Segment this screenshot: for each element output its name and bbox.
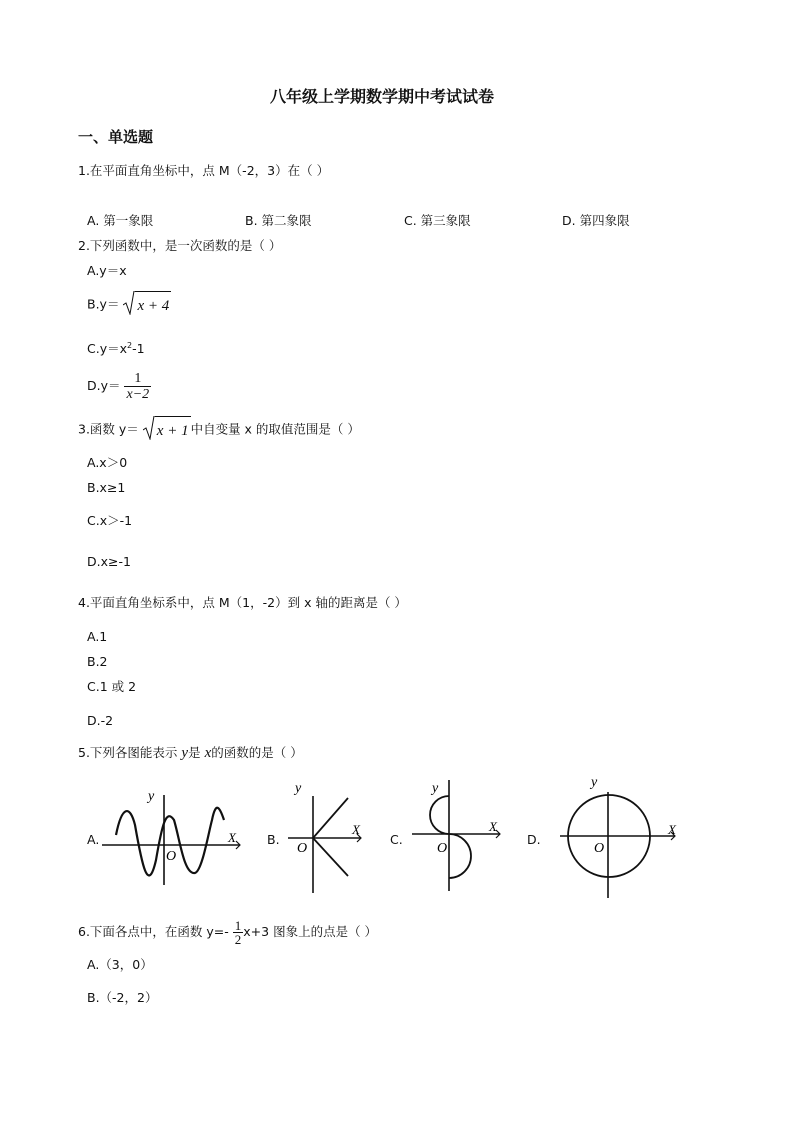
page-title: 八年级上学期数学期中考试试卷: [270, 87, 495, 106]
question-4-option-d: D.-2: [87, 713, 114, 728]
question-6-option-a: A.（3，0）: [87, 957, 153, 972]
question-5-stem-suffix: 的函数的是（ ）: [211, 745, 303, 760]
graph-a-sine-wave: [100, 780, 250, 890]
question-5-stem: [78, 745, 303, 761]
section-heading: 一、单选题: [78, 128, 154, 146]
question-2-option-a: A.y＝x: [87, 263, 127, 278]
graph-a-label: A.: [87, 832, 100, 847]
graph-b-v-shape: [285, 776, 370, 896]
graph-d-y-label: y: [591, 775, 598, 790]
fraction: [124, 371, 151, 402]
graph-c-x-label: X: [489, 819, 497, 834]
question-1-option-a: A. 第一象限: [87, 213, 154, 228]
graph-a-origin-label: O: [166, 849, 177, 864]
fraction-denominator: 2: [234, 932, 242, 947]
question-6-stem: [78, 917, 377, 947]
question-4-option-c: C.1 或 2: [87, 679, 137, 694]
radical-sign-icon: [143, 416, 155, 440]
variable-y: y: [181, 745, 189, 761]
question-1-option-d: D. 第四象限: [562, 213, 630, 228]
upper-left-semicircle: [430, 796, 449, 834]
fraction-numerator: 1: [134, 371, 142, 386]
sine-curve: [116, 808, 224, 876]
graph-b-x-label: X: [352, 822, 360, 837]
fraction: [233, 919, 244, 946]
lower-ray: [313, 838, 348, 876]
radical-sign-icon: [123, 291, 135, 315]
fraction-numerator: 1: [234, 918, 242, 933]
sqrt-expression: [143, 416, 191, 444]
question-3-radicand: x + 1: [155, 416, 191, 444]
question-2-option-c-prefix: C.y＝x: [87, 341, 127, 357]
question-3-option-b: B.x≥1: [87, 480, 126, 495]
variable-x: x: [204, 745, 212, 761]
question-1-option-c: C. 第三象限: [404, 213, 471, 228]
question-4-stem: 4.平面直角坐标系中，点 M（1，-2）到 x 轴的距离是（ ）: [78, 595, 407, 610]
question-1-stem: 1.在平面直角坐标中，点 M（-2，3）在（ ）: [78, 163, 330, 178]
sqrt-expression: [123, 291, 171, 319]
graph-b-label: B.: [267, 832, 280, 847]
question-3-option-c: C.x＞-1: [87, 513, 133, 528]
question-3-stem: [78, 416, 360, 444]
question-2-option-d-prefix: D.y＝: [87, 378, 121, 393]
graph-a-y-label: y: [148, 789, 155, 804]
fraction-denominator: x−2: [126, 387, 150, 402]
question-2-option-c-exponent: 2: [127, 341, 133, 350]
question-3-option-a: A.x＞0: [87, 455, 128, 470]
graph-a-x-label: X: [228, 830, 236, 845]
question-2-option-b-radicand: x + 4: [135, 291, 171, 319]
graph-d-origin-label: O: [594, 841, 605, 856]
graph-d-x-label: X: [668, 822, 676, 837]
graph-c-label: C.: [390, 832, 403, 847]
question-2-option-b: [87, 291, 171, 319]
question-4-option-a: A.1: [87, 629, 108, 644]
question-5-stem-mid: 是: [188, 745, 205, 760]
question-2-option-d: [87, 371, 151, 402]
question-6-stem-suffix: x+3 图象上的点是（ ）: [243, 924, 378, 939]
lower-right-semicircle: [449, 834, 471, 878]
question-2-option-c-suffix: -1: [132, 341, 145, 357]
graph-b-origin-label: O: [297, 841, 308, 856]
question-6-option-b: B.（-2，2）: [87, 990, 158, 1005]
graph-c-origin-label: O: [437, 841, 448, 856]
graph-d-label: D.: [527, 832, 541, 847]
graph-b-y-label: y: [295, 781, 302, 796]
question-5-stem-prefix: 5.下列各图能表示: [78, 745, 182, 760]
graph-c-semicircles: [410, 776, 510, 896]
question-3-stem-suffix: 中自变量 x 的取值范围是（ ）: [190, 421, 360, 437]
question-3-option-d: D.x≥-1: [87, 554, 131, 569]
question-3-stem-prefix: 3.函数 y＝: [78, 421, 139, 437]
question-6-stem-prefix: 6.下面各点中，在函数 y=-: [78, 924, 229, 939]
question-2-stem: 2.下列函数中，是一次函数的是（ ）: [78, 238, 282, 253]
question-2-option-b-prefix: B.y＝: [87, 296, 120, 312]
question-2-option-c: [87, 338, 145, 357]
question-1-option-b: B. 第二象限: [245, 213, 312, 228]
graph-c-y-label: y: [432, 781, 439, 796]
upper-ray: [313, 798, 348, 838]
graph-d-circle: [555, 770, 685, 900]
question-4-option-b: B.2: [87, 654, 108, 669]
